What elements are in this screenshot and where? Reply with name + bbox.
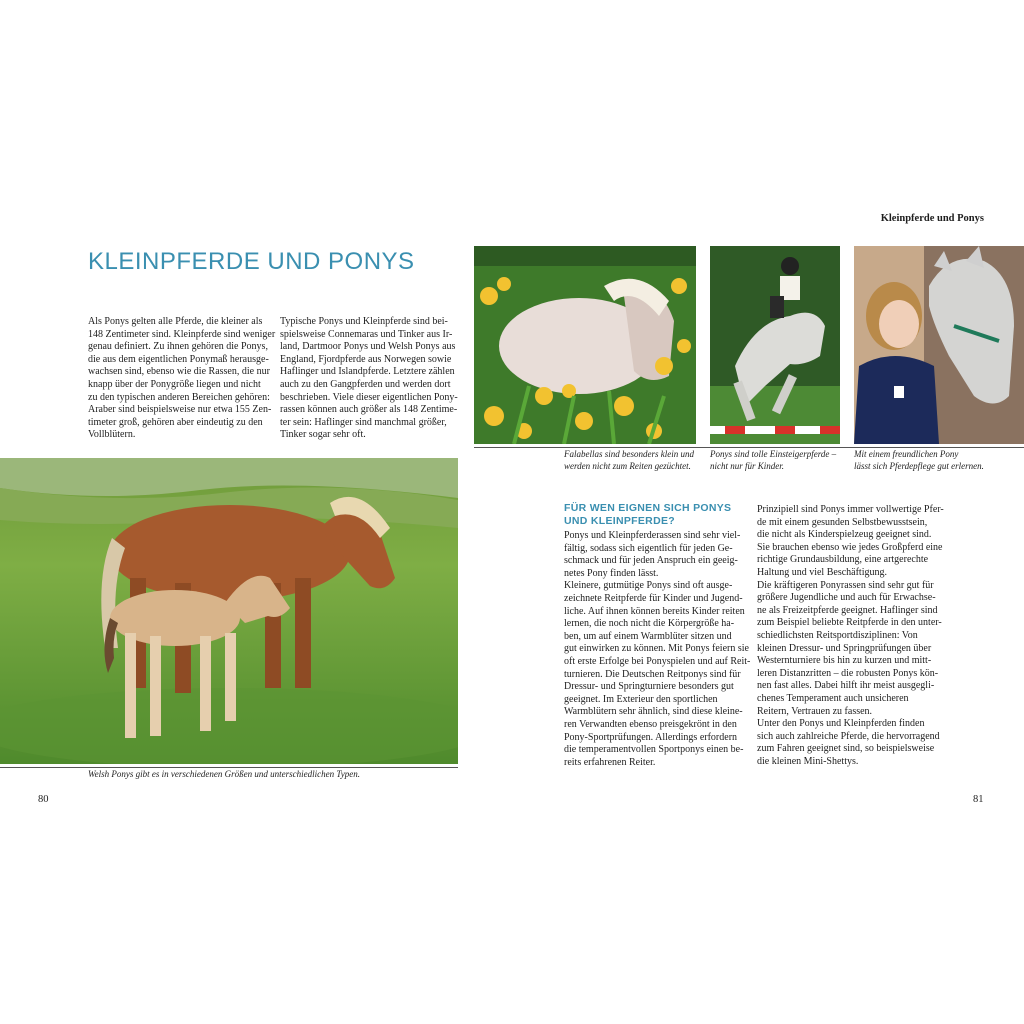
photo-welsh-ponys (0, 458, 458, 764)
caption-welsh-ponys: Welsh Ponys gibt es in verschiedenen Größen und unterschiedlichen Typen. (88, 769, 360, 779)
text-line: lernen, die noch nicht die Körpergröße ha- (564, 618, 735, 630)
text-line: die aus dem eigentlichen Ponymaß herausge- (88, 353, 269, 365)
section-column-2 (757, 504, 952, 768)
text-line: rassen können auch größer als 148 Zentime- (280, 404, 458, 416)
text-line: Reitern, Vertrauen zu fassen. (757, 705, 873, 717)
text-line: Vollblütern. (88, 429, 136, 441)
text-line: de mit einem gesunden Selbstbewusstsein, (757, 516, 928, 528)
text-line: genau definiert. Zu ihnen gehören die Ponys, (88, 341, 268, 353)
text-line: nen fast alles. Dabei hilft ihr meist ausgegli- (757, 680, 935, 692)
text-line: timeter groß, gehören aber eindeutig zu den (88, 416, 263, 428)
text-line: Prinzipiell sind Ponys immer vollwertige Pfer- (757, 504, 944, 515)
text-line: geeignet. Im Exterieur den sportlichen (564, 693, 718, 705)
text-line: Haflinger und Islandpferde. Letztere zählen (280, 366, 455, 378)
text-line: ben, um auf einem Warmblüter sitzen und (564, 630, 732, 642)
page-number-right: 81 (973, 794, 984, 805)
text-line: turnieren. Die Deutschen Reitponys sind für (564, 668, 741, 680)
text-line: Kleinere, gutmütige Ponys sind oft ausge- (564, 580, 733, 592)
text-line: ter sein: Haflinger sind manchmal größer, (280, 416, 447, 428)
text-line: Warmblütern sehr ähnlich, sind diese kleine- (564, 706, 743, 718)
caption-line: Falabellas sind besonders klein und (564, 449, 694, 459)
text-line: Als Ponys gelten alle Pferde, die kleiner als (88, 316, 263, 327)
caption-falabella (564, 449, 699, 472)
text-line: fältig, sodass sich eigentlich für jeden Ge- (564, 542, 733, 554)
text-line: sich auch zahlreiche Pferde, die hervorragend (757, 730, 940, 742)
intro-column-2 (280, 316, 470, 442)
caption-rule (0, 767, 458, 768)
photo-girl-with-pony (854, 246, 1024, 444)
text-line: Westernturniere bis hin zu kurzen und mitt- (757, 655, 932, 667)
text-line: 148 Zentimeter sind. Kleinpferde sind weniger (88, 328, 276, 340)
running-header: Kleinpferde und Ponys (880, 213, 984, 224)
text-line: Ponys und Kleinpferderassen sind sehr viel- (564, 530, 741, 541)
caption-kids (710, 449, 845, 472)
text-line: Dressur- und Springturniere besonders gut (564, 681, 734, 693)
text-line: richtige Grundausbildung, eine artgerechte (757, 554, 929, 566)
text-line: knapp über der Ponygröße liegen und nicht (88, 378, 261, 390)
text-line: die temperamentvollen Sportponys einen be- (564, 744, 744, 756)
text-line: gut einwirken zu können. Mit Ponys feiern sie (564, 643, 749, 655)
text-line: netes Pony finden lässt. (564, 567, 659, 579)
page-title: KLEINPFERDE UND PONYS (88, 248, 415, 275)
caption-line: Mit einem freundlichen Pony (854, 449, 959, 459)
text-line: Araber sind beispielsweise nur etwa 155 Zen- (88, 404, 272, 416)
text-line: ne als Freizeitpferde geeignet. Haflinger sind (757, 604, 938, 616)
text-line: schmack und für jeden Anspruch ein geeig- (564, 555, 738, 567)
text-line: die nicht als Kinderspielzeug geeignet sind. (757, 529, 932, 541)
heading-line: UND KLEINPFERDE? (564, 515, 675, 527)
section-column-1 (564, 530, 754, 769)
caption-friendly-pony (854, 449, 1020, 472)
text-line: oft erste Erfolge bei Ponyspielen und auf Reit- (564, 655, 751, 667)
caption-rule (474, 447, 1024, 448)
section-heading (564, 502, 754, 528)
text-line: Sie brauchen ebenso wie jedes Großpferd eine (757, 541, 943, 553)
caption-line: nicht nur für Kinder. (710, 460, 785, 471)
caption-line: Ponys sind tolle Einsteigerpferde – (710, 449, 837, 459)
text-line: Haltung und viel Beschäftigung. (757, 566, 887, 578)
text-line: zum Beispiel beliebte Reitpferde in den unter- (757, 617, 942, 629)
text-line: kleinen Dressur- und Springprüfungen über (757, 642, 932, 654)
text-line: Typische Ponys und Kleinpferde sind bei- (280, 316, 448, 327)
text-line: zu den typischen anderen Bereichen gehören: (88, 391, 270, 403)
text-line: leren Distanzritten – die robusten Ponys kön- (757, 667, 939, 679)
text-line: beschrieben. Viele dieser eigentlichen Pony- (280, 391, 458, 403)
text-line: Pony-Sportprüfungen. Allerdings erfordern (564, 731, 738, 743)
text-line: die kleinen Mini-Shettys. (757, 755, 859, 767)
text-line: Unter den Ponys und Kleinpferden finden (757, 718, 925, 730)
text-line: land, Dartmoor Ponys und Welsh Ponys aus (280, 341, 456, 353)
text-line: liche. Auf ihnen können bereits Kinder reiten (564, 605, 745, 617)
page-number-left: 80 (38, 794, 49, 805)
caption-line: lässt sich Pferdepflege gut erlernen. (854, 460, 984, 471)
text-line: reits erfahrenen Reiter. (564, 756, 656, 768)
text-line: chenes Temperament auch unsicheren (757, 692, 909, 704)
intro-column-1 (88, 316, 278, 442)
text-line: ren Verwandten ebenso preisgekrönt in den (564, 718, 737, 730)
text-line: schiedlichsten Reitsportdisziplinen: Von (757, 629, 918, 641)
text-line: auch zu den Gangpferden und werden dort (280, 378, 451, 390)
heading-line: FÜR WEN EIGNEN SICH PONYS (564, 502, 732, 514)
text-line: Die kräftigeren Ponyrassen sind sehr gut für (757, 579, 934, 591)
text-line: größere Jugendliche und auch für Erwachse- (757, 592, 936, 604)
text-line: zeichnete Reitpferde für Kinder und Jugend- (564, 592, 743, 604)
text-line: Tinker sogar sehr oft. (280, 429, 366, 441)
caption-line: werden nicht zum Reiten gezüchtet. (564, 460, 691, 471)
photo-child-jumping (710, 246, 840, 444)
text-line: zum Fahren geeignet sind, so beispielsweise (757, 743, 935, 755)
text-line: England, Fjordpferde aus Norwegen sowie (280, 353, 452, 365)
text-line: spielsweise Connemaras und Tinker aus Ir- (280, 328, 453, 340)
photo-falabella (474, 246, 696, 444)
text-line: wachsen sind, ebenso wie die Rassen, die nur (88, 366, 270, 378)
